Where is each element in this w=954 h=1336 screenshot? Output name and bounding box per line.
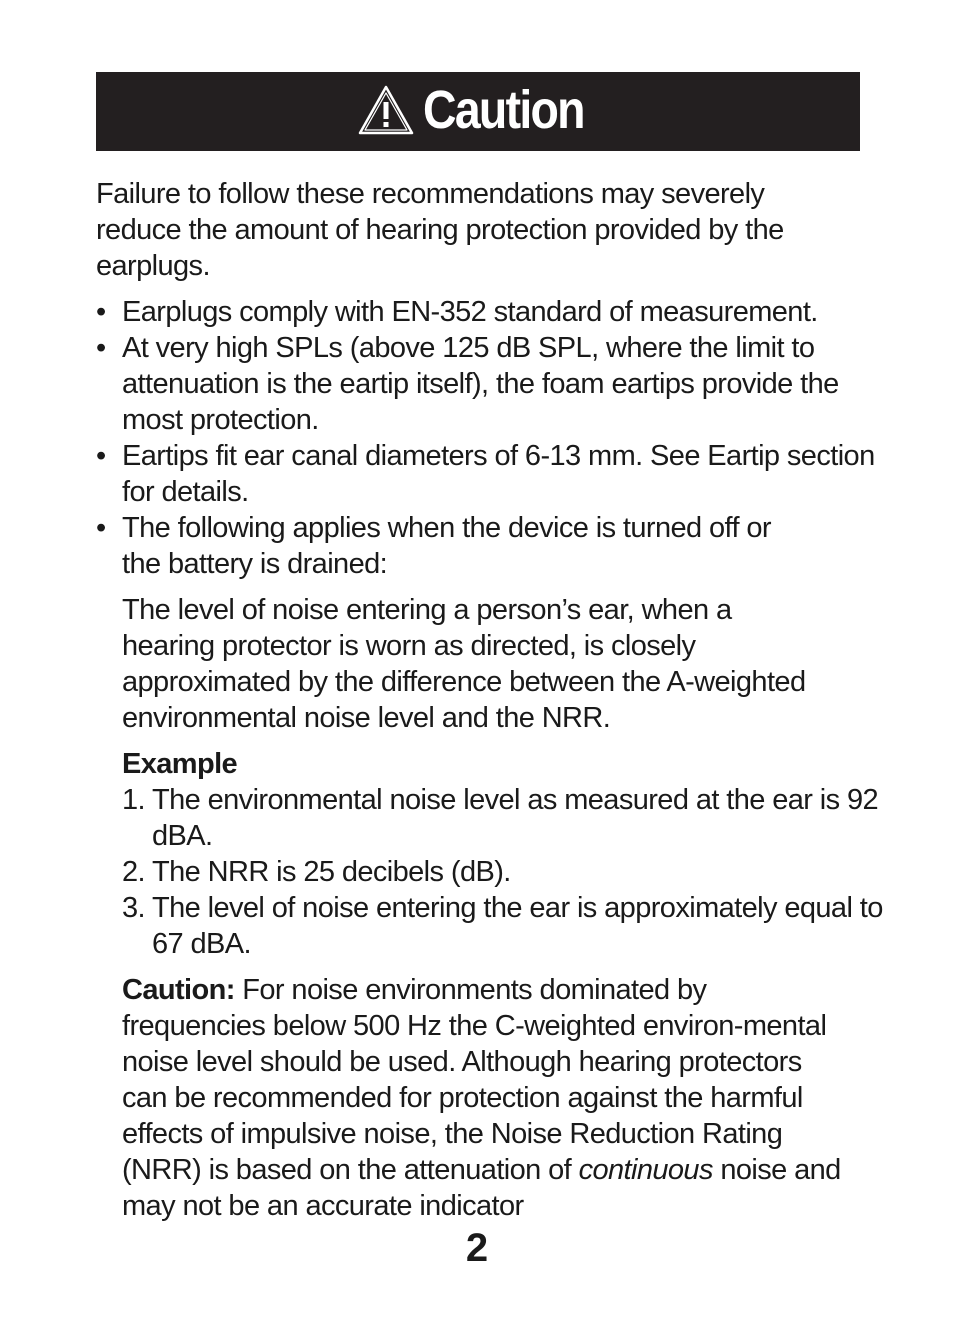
indented-section: [96, 592, 886, 1224]
intro-paragraph: Failure to follow these recommendations may severely reduce the amount of hearing protection provided by the earplugs.: [96, 178, 784, 282]
list-item-text: The following applies when the device is turned off or the battery is drained:: [122, 512, 771, 580]
example-steps: [122, 782, 886, 962]
list-item: [122, 854, 886, 890]
caution-banner: [96, 72, 860, 151]
bullet-icon: •: [96, 296, 106, 328]
list-item: [96, 510, 886, 582]
list-item-text: At very high SPLs (above 125 dB SPL, where the limit to attenuation is the eartip itself), the foam eartips provide the most protection.: [122, 332, 839, 436]
list-item: [96, 438, 886, 510]
page-number: 2: [465, 1226, 489, 1270]
list-item: [96, 294, 886, 330]
caution-text-end: noise and may not be an accurate indicator: [122, 1154, 841, 1222]
step-number: 3.: [122, 892, 145, 924]
list-item: [122, 782, 886, 854]
warning-triangle-icon: [357, 84, 415, 136]
caution-paragraph: [122, 972, 852, 1224]
list-item: [122, 890, 886, 962]
step-text: The level of noise entering the ear is approximately equal to 67 dBA.: [152, 892, 883, 960]
document-body: [96, 176, 886, 1224]
noise-level-paragraph: The level of noise entering a person’s ear, when a hearing protector is worn as directed, is closely approximated by the difference between the A-weighted environmental noise level and the NRR.: [122, 594, 806, 734]
bullet-icon: •: [96, 512, 106, 544]
bullet-icon: •: [96, 332, 106, 364]
bullet-icon: •: [96, 440, 106, 472]
step-number: 2.: [122, 856, 145, 888]
list-item-text: Eartips fit ear canal diameters of 6-13 mm. See Eartip section for details.: [122, 440, 875, 508]
step-text: The NRR is 25 decibels (dB).: [152, 856, 511, 888]
caution-emphasis: continuous: [578, 1154, 713, 1186]
step-text: The environmental noise level as measured at the ear is 92 dBA.: [152, 784, 879, 852]
caution-text: For noise environments dominated by frequencies below 500 Hz the C-weighted environ-mental noise level should be used. Although hearing protectors can be recommended for protection against the harmful effects of impulsive noise, the Noise Reduction Rating (NRR) is based on the attenuation of: [122, 974, 827, 1186]
recommendation-list: [96, 294, 886, 582]
caution-label: Caution:: [122, 974, 235, 1006]
list-item: [96, 330, 886, 438]
banner-title: Caution: [423, 79, 584, 140]
list-item-text: Earplugs comply with EN-352 standard of measurement.: [122, 296, 818, 328]
example-heading: Example: [122, 748, 238, 780]
step-number: 1.: [122, 784, 145, 816]
